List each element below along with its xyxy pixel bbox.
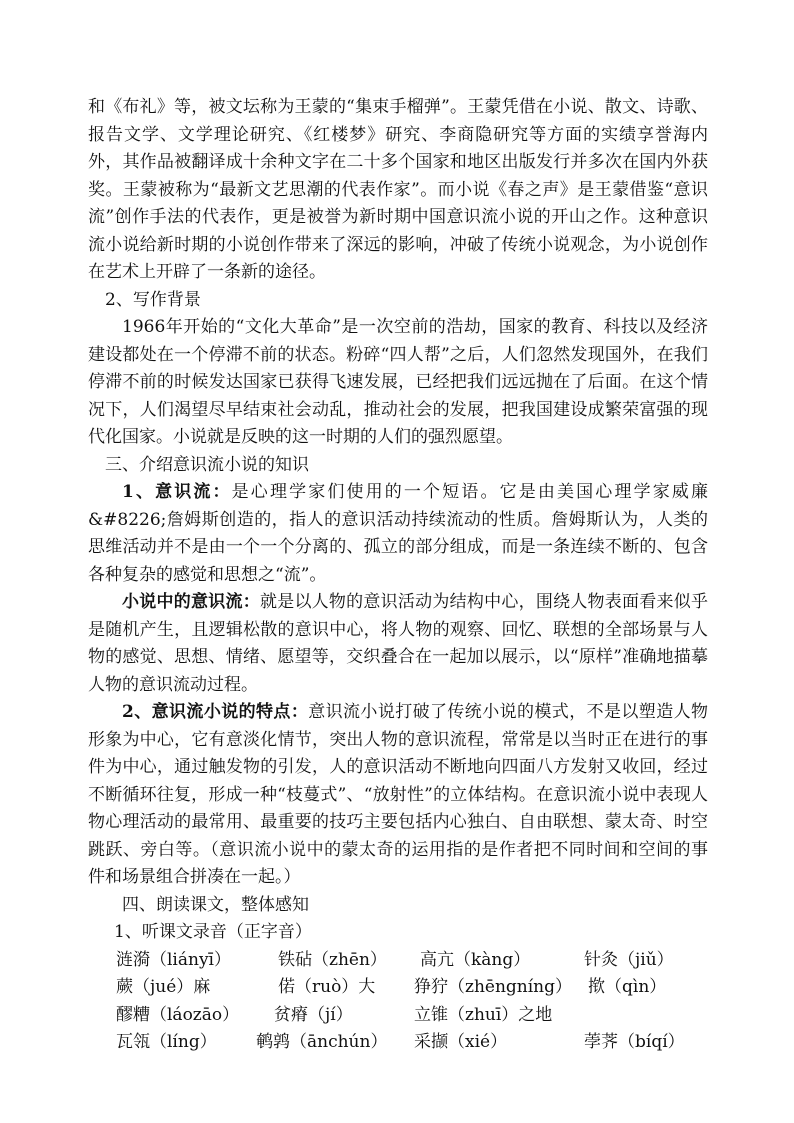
novel-stream-paragraph — [88, 589, 708, 699]
section4-heading: 四、朗读课文，整体感知 — [122, 894, 309, 915]
pronunciation-row — [88, 1029, 708, 1057]
pronunciation-table — [88, 947, 708, 1057]
pronunciation-item: 瓦瓴（líng） — [116, 1032, 217, 1052]
pronunciation-row — [88, 1002, 708, 1030]
pronunciation-item: 荸荠（bíqí） — [584, 1032, 685, 1052]
pronunciation-item: 涟漪（liányī） — [116, 949, 231, 970]
pronunciation-item: 高亢（kàng） — [420, 949, 531, 970]
pronunciation-item: 针灸（jiǔ） — [584, 949, 674, 970]
definition-paragraph — [88, 479, 708, 589]
section3-heading: 三、介绍意识流小说的知识 — [105, 454, 309, 475]
pronunciation-item: 采撷（xié） — [414, 1032, 508, 1052]
intro-paragraph: 和《布礼》等，被文坛称为王蒙的“集束手榴弹”。王蒙凭借在小说、散文、诗歌、报告文学、文学理论研究、《红楼梦》研究、李商隐研究等方面的实绩享誉海内外，其作品被翻译成十余种文字在二十多个国家和地区出版发行并多次在国内外获奖。王蒙被称为“最新文艺思潮的代表作家”。而小说《春之声》是王蒙借鉴“意识流”创作手法的代表作，更是被誉为新时期中国意识流小说的开山之作。这种意识流小说给新时期的小说创作带来了深远的影响，冲破了传统小说观念，为小说创作在艺术上开辟了一条新的途径。 — [88, 97, 708, 282]
features-text: 意识流小说打破了传统小说的模式，不是以塑造人物形象为中心，它有意淡化情节，突出人物的意识流程，常常是以当时正在进行的事件为中心，通过触发物的引发，人的意识活动不断地向四面八方发射又收回，经过不断循环往复，形成一种“枝蔓式”、“放射性”的立体结构。在意识流小说中表现人物心理活动的最常用、最重要的技巧主要包括内心独白、自由联想、蒙太奇、时空跳跃、旁白等。（意识流小说中的蒙太奇的运用指的是作者把不同时间和空间的事件和场景组合拼凑在一起。） — [88, 702, 708, 887]
pronunciation-item: 狰狞（zhēngníng） — [414, 977, 573, 997]
features-paragraph — [88, 699, 708, 892]
listen-heading: 1、听课文录音（正字音） — [114, 922, 312, 942]
definition-label: 1、意识流： — [122, 482, 232, 502]
novel-stream-text: 就是以人物的意识活动为结构中心，围绕人物表面看来似乎是随机产生，且逻辑松散的意识中心，将人物的观察、回忆、联想的全部场景与人物的感觉、思想、情绪、愿望等，交织叠合在一起加以展示，以“原样”准确地描摹人物的意识流动过程。 — [88, 592, 709, 695]
pronunciation-item: 鹌鹑（ānchún） — [256, 1032, 388, 1052]
novel-stream-label: 小说中的意识流： — [122, 592, 260, 612]
background-heading: 2、写作背景 — [105, 289, 201, 310]
pronunciation-row — [88, 974, 708, 1002]
background-paragraph: 1966年开始的“文化大革命”是一次空前的浩劫，国家的教育、科技以及经济建设都处在一个停滞不前的状态。粉碎“四人帮”之后，人们忽然发现国外，在我们停滞不前的时候发达国家已获得飞速发展，已经把我们远远抛在了后面。在这个情况下，人们渴望尽早结束社会动乱，推动社会的发展，把我国建设成繁荣富强的现代化国家。小说就是反映的这一时期的人们的强烈愿望。 — [88, 317, 708, 447]
pronunciation-item: 揿（qìn） — [588, 977, 667, 997]
definition-text: 是心理学家们使用的一个短语。它是由美国心理学家威廉&#8226;詹姆斯创造的，指人的意识活动持续流动的性质。詹姆斯认为，人类的思维活动并不是由一个一个分离的、孤立的部分组成，而是一条连续不断的、包含各种复杂的感觉和思想之“流”。 — [88, 482, 708, 585]
features-label: 2、意识流小说的特点： — [122, 702, 309, 722]
pronunciation-item: 偌（ruò）大 — [278, 977, 376, 997]
pronunciation-item: 铁砧（zhēn） — [278, 949, 387, 970]
pronunciation-item: 贫瘠（jí） — [274, 1004, 353, 1025]
pronunciation-item: 立锥（zhuī）之地 — [414, 1004, 553, 1025]
pronunciation-item: 醪糟（láozāo） — [116, 1004, 240, 1025]
document-page — [88, 94, 708, 1057]
pronunciation-row — [88, 947, 708, 975]
pronunciation-item: 蕨（jué）麻 — [116, 977, 211, 997]
